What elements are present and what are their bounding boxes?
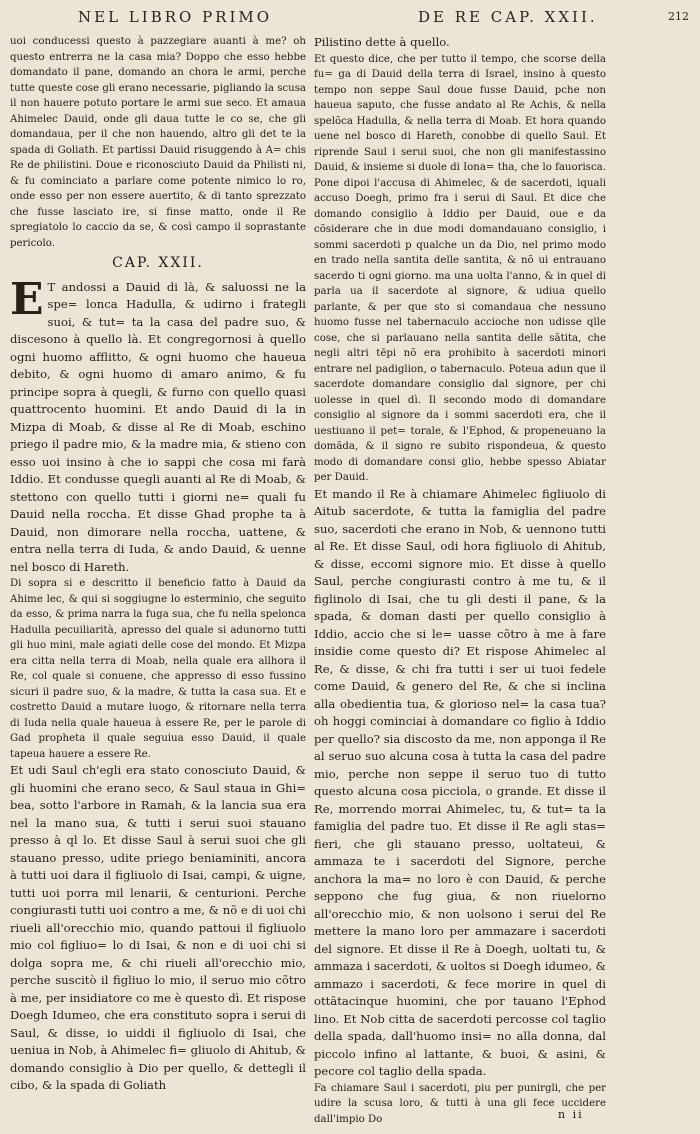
scripture-text: T andossi a Dauid di là, & saluossi ne la spe= lonca Hadulla, & udirno i frategli suoi, & tut= ta la casa del padre suo, & discesono à quello là. Et congregornosi à quello ogni huomo afflitto, & ogni huomo che haueua debito, & ogni huomo di amaro animo, & fu principe sopra à quegli, & furno con quello quasi quattrocento huomini. Et ando Dauid di la in Mizpa di Moab, & disse al Re di Moab, eschino priego il padre mio, & la madre mia, & stieno con esso uoi insino à che io sappi che cosa mi farà Iddio. Et condusse quegli auanti al Re di Moab, & stettono con quello tutti i giorni ne= quali fu Dauid nella roccha. Et disse Ghad prophe ta à Dauid, non dimorare nella roccha, uattene, & entra nella terra di Iuda, & ando Dauid, & uenne nel bosco di Hareth. — [10, 279, 306, 574]
scripture-paragraph: Et mando il Re à chiamare Ahimelec figliuolo di Aitub sacerdote, & tutta la famiglia del padre suo, sacerdoti che erano in Nob, & uennono tutti al Re. Et disse Saul, odi hora figliuolo di Ahitub, & disse, eccomi signore mio. Et disse à quello Saul, perche congiurasti contro à me tu, & il figlinolo di Isai, che tu gli desti il pane, & la spada, & doman dasti per quello consiglio à Iddio, accio che si le= uasse cõtro à me à fare insidie come questo di? Et rispose Ahimelec al Re, & disse, & chi fra tutti i ser ui tuoi fedele come Dauid, & genero del Re, & che si inclina alla obedientia tua, & glorioso nel= la casa tua? oh hoggi cominciai à domandare co figlio à Iddio per quello? sia discosto da me, non apponga il Re al seruo suo alcuna cosa à tutta la casa del padre mio, perche non seppe il seruo tuo di tutto questo alcuna cosa picciola, o grande. Et disse il Re, morrendo morrai Ahimelec, tu, & tut= ta la famiglia del padre tuo. Et disse il Re agli stas= fieri, che gli stauano presso, uoltateui, & ammaza te i sacerdoti del Signore, perche anchora la ma= no loro è con Dauid, & perche seppono che fug giua, & non riuelorno all'orecchio mio, & non uolsono i serui del Re mettere la mano loro per ammazare i sacerdoti del signore. Et disse il Re à Doegh, uoltati tu, & ammaza i sacerdoti, & uoltos si Doegh idumeo, & ammazo i sacerdoti, & fece morire in quel di ottātacinque huomini, che por tauano l'Ephod lino. Et Nob citta de sacerdoti percosse col taglio della spada, dall'huomo insi= no alla donna, dal piccolo infino al lattante, & buoi, & asini, & pecore col taglio della spada. — [314, 486, 606, 1078]
commentary-paragraph: Fa chiamare Saul i sacerdoti, piu per punirgli, che per udire la scusa loro, & tutti à una gli fece uccidere dall'impio Do — [314, 1082, 606, 1125]
drop-cap-initial: E — [10, 273, 44, 325]
scripture-paragraph: Pilistino dette à quello. — [314, 35, 450, 49]
commentary-paragraph: Di sopra si e descritto il beneficio fatto à Dauid da Ahime lec, & qui si soggiugne lo esterminio, che seguito da esso, & prima narra la fuga sua, che fu nella spelonca Hadulla pecuiliarità, apresso del quale si adunorno tutti gli huo mini, male agiati delle cose del mondo. Et Mizpa era citta nella terra di Moab, nella quale era allhora il Re, col quale si conuene, che appresso di esso fussino sicuri il padre suo, & la madre, & tutta la casa sua. Et e costretto Dauid a mutare luogo, & ritornare nella terra di Iuda nella quale haueua à essere Re, per le parole di Gad propheta il quale seguiua esso Dauid, il quale tapeua hauere a essere Re. — [10, 578, 306, 760]
signature-mark: n ii — [558, 1108, 584, 1121]
scripture-paragraph: Et udi Saul ch'egli era stato conosciuto Dauid, & gli huomini che erano seco, & Saul staua in Ghi= bea, sotto l'arbore in Ramah, & la lancia sua era nel la mano sua, & tutti i serui suoi stauano presso à ql lo. Et disse Saul à serui suoi che gli stauano presso, udite priego beniaminiti, ancora à tutti uoi dara il figliuolo di Isai, campi, & uigne, tutti uoi porra mil lenarii, & centurioni. Perche congiurasti tutti uoi contro a me, & nõ e di uoi chi riueli all'orecchio mio, quando pattoui il figliuolo mio col figliuo= lo di Isai, & non e di uoi chi si dolga sopra me, & chi riueli all'orecchio mio, perche suscitò il figliuo lo mio, il seruo mio cõtro à me, per insidiatore co me è questo dì. Et rispose Doegh Idumeo, che era constituto sopra i serui di Saul, & disse, io uiddi il figliuolo di Isai, che ueniua in Nob, à Ahimelec fi= gliuolo di Ahitub, & domando consiglio à Dio per quello, & dettegli il cibo, & la spada di Goliath — [10, 763, 306, 1092]
running-head-left: NEL LIBRO PRIMO — [78, 8, 273, 26]
left-column — [10, 34, 306, 1094]
folio-number: 212 — [668, 10, 689, 23]
commentary-paragraph: uoi conducessi questo à pazzegiare auanti à me? oh questo entrerra ne la casa mia? Doppo che esso hebbe domandato il pane, domando an chora le armi, perche tutte queste cose gli erano necessarie, pigliando la scusa il non hauere potuto portare le armi sue seco. Et amaua Ahimelec Dauid, onde gli daua tutte le co se, che gli domandaua, per il che non hauendo, altro gli det te la spada di Goliath. Et partissi Dauid risuggendo à A= chis Re de philistini. Doue e riconosciuto Dauid da Philisti ni, & fu cominciato a parlare come potente nimico lo ro, onde esso per non essere auertito, & di tanto sprezzato che fusse lasciato ire, si finse matto, onde il Re spregiatolo lo caccio da se, & così campo il soprastante pericolo. — [10, 36, 306, 249]
chapter-heading: CAP. XXII. — [112, 255, 204, 271]
scripture-paragraph — [10, 273, 306, 577]
running-head — [0, 4, 700, 30]
running-head-right: DE RE CAP. XXII. — [418, 8, 598, 26]
commentary-paragraph: Et questo dice, che per tutto il tempo, che scorse della fu= ga di Dauid della terra di Israel, insino à questo tempo non seppe Saul doue fusse Dauid, pche non haueua saputo, che fusse andato al Re Achis, & nella spelõca Hadulla, & nella terra di Moab. Et hora quando uene nel bosco di Hareth, conobbe di quello Saul. Et riprende Saul i serui suoi, che non gli manifestassino Dauid, & insieme si duole di Iona= tha, che lo fauorisca. Pone dipoi l'accusa di Ahimelec, & de sacerdoti, iquali accuso Doegh, primo fra i serui di Saul. Et dice che domando consiglio à Iddio per Dauid, oue e da cõsiderare che in due modi domandauano consiglio, i sommi sacerdoti p qualche un da Dio, nel primo modo en trado nella santita delle santita, & nõ ui entrauano sacerdo ti ogni giorno. ma una uolta l'anno, & in quel di parla ua il sacerdote al signore, & udiua quello parlante, & per que sto si comandaua che nessuno huomo fusse nel tabernaculo accioche non udisse qlle cose, che si parlauano nella santita delle sãtita, che negli altri tēpi nõ era prohibito à sacerdoti minori entrare nel padiglion, o tabernaculo. Poteua adun que il sacerdote domandare consiglio dal signore, per chi uolesse in quel dì. Il secondo modo di domandare consiglio al signore da i sommi sacerdoti era, che il uestiuano il pet= torale, & l'Ephod, & propeneuano la domãda, & il signo re subito rispondeua, & questo modo di domandare consi glio, hebbe spesso Abiatar per Dauid. — [314, 53, 606, 483]
